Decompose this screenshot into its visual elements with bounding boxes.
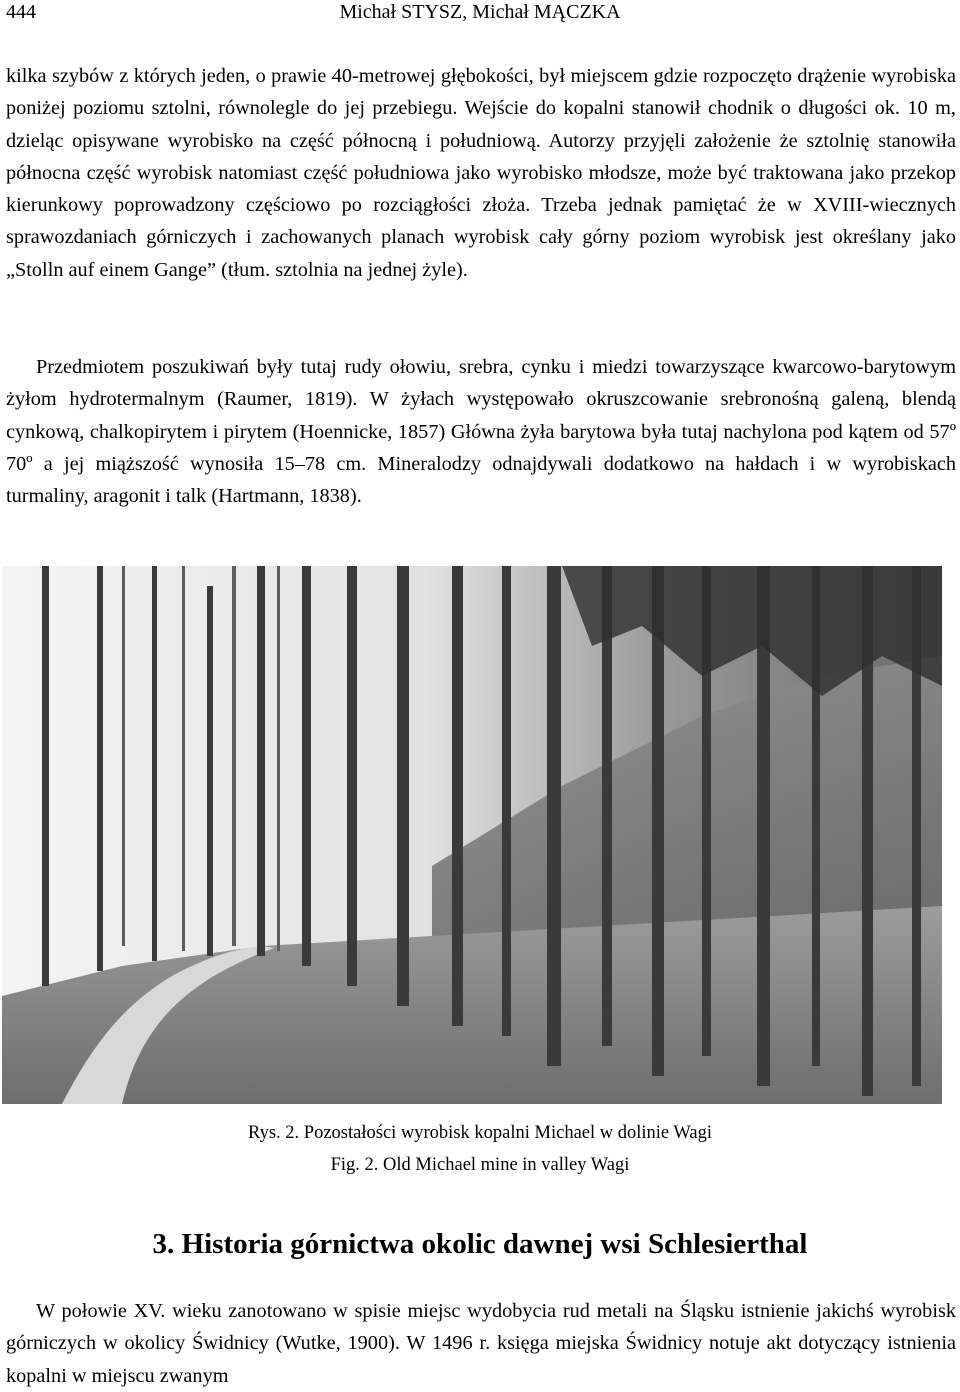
paragraph-2: Przedmiotem poszukiwań były tutaj rudy ołowiu, srebra, cynku i miedzi towarzyszące kwarcowo-barytowym żyłom hydrotermalnym (Raumer, 1819). W żyłach występowało okruszcowanie srebronośną galeną, blendą cynkową, chalkopirytem i pirytem (Hoennicke, 1857) Główna żyła barytowa była tutaj nachylona pod kątem od 57º 70º a jej miąższość wynosiła 15–78 cm. Mineralodzy odnajdywali dodatkowo na hałdach i w wyrobiskach turmaliny, aragonit i talk (Hartmann, 1838). <box>6 356 956 508</box>
page-number: 444 <box>6 1 36 23</box>
paragraph-1: kilka szybów z których jeden, o prawie 40-metrowej głębokości, był miejscem gdzie rozpoczęto drążenie wyrobiska poniżej poziomu sztolni, równolegle do jej przebiegu. Wejście do kopalni stanowił chodnik o długości ok. 10 m, dzieląc opisywane wyrobisko na część północną i południową. Autorzy przyjęli założenie że sztolnię stanowiła północna część wyrobisk natomiast część południowa jako wyrobisko młodsze, może być traktowana jako przekop kierunkowy poprowadzony częściowo po rozciągłości złoża. Trzeba jednak pamiętać że w XVIII-wiecznych sprawozdaniach górniczych i zachowanych planach wyrobisk cały górny poziom wyrobisk jest określany jako „Stolln auf einem Gange” (tłum. sztolnia na jednej żyle). <box>6 65 956 281</box>
paragraph-3: W połowie XV. wieku zanotowano w spisie miejsc wydobycia rud metali na Śląsku istnienie jakichś wyrobisk górniczych w okolicy Świdnicy (Wutke, 1900). W 1496 r. księga miejska Świdnicy notuje akt dotyczący istnienia kopalni w miejscu zwanym <box>6 1300 956 1387</box>
figure-caption-pl: Rys. 2. Pozostałości wyrobisk kopalni Michael w dolinie Wagi <box>248 1123 712 1143</box>
section-heading: 3. Historia górnictwa okolic dawnej wsi Schlesierthal <box>152 1228 808 1260</box>
figure-caption-en: Fig. 2. Old Michael mine in valley Wagi <box>330 1155 630 1175</box>
running-head-authors: Michał STYSZ, Michał MĄCZKA <box>339 1 621 23</box>
forest-valley-photo <box>2 566 942 1104</box>
